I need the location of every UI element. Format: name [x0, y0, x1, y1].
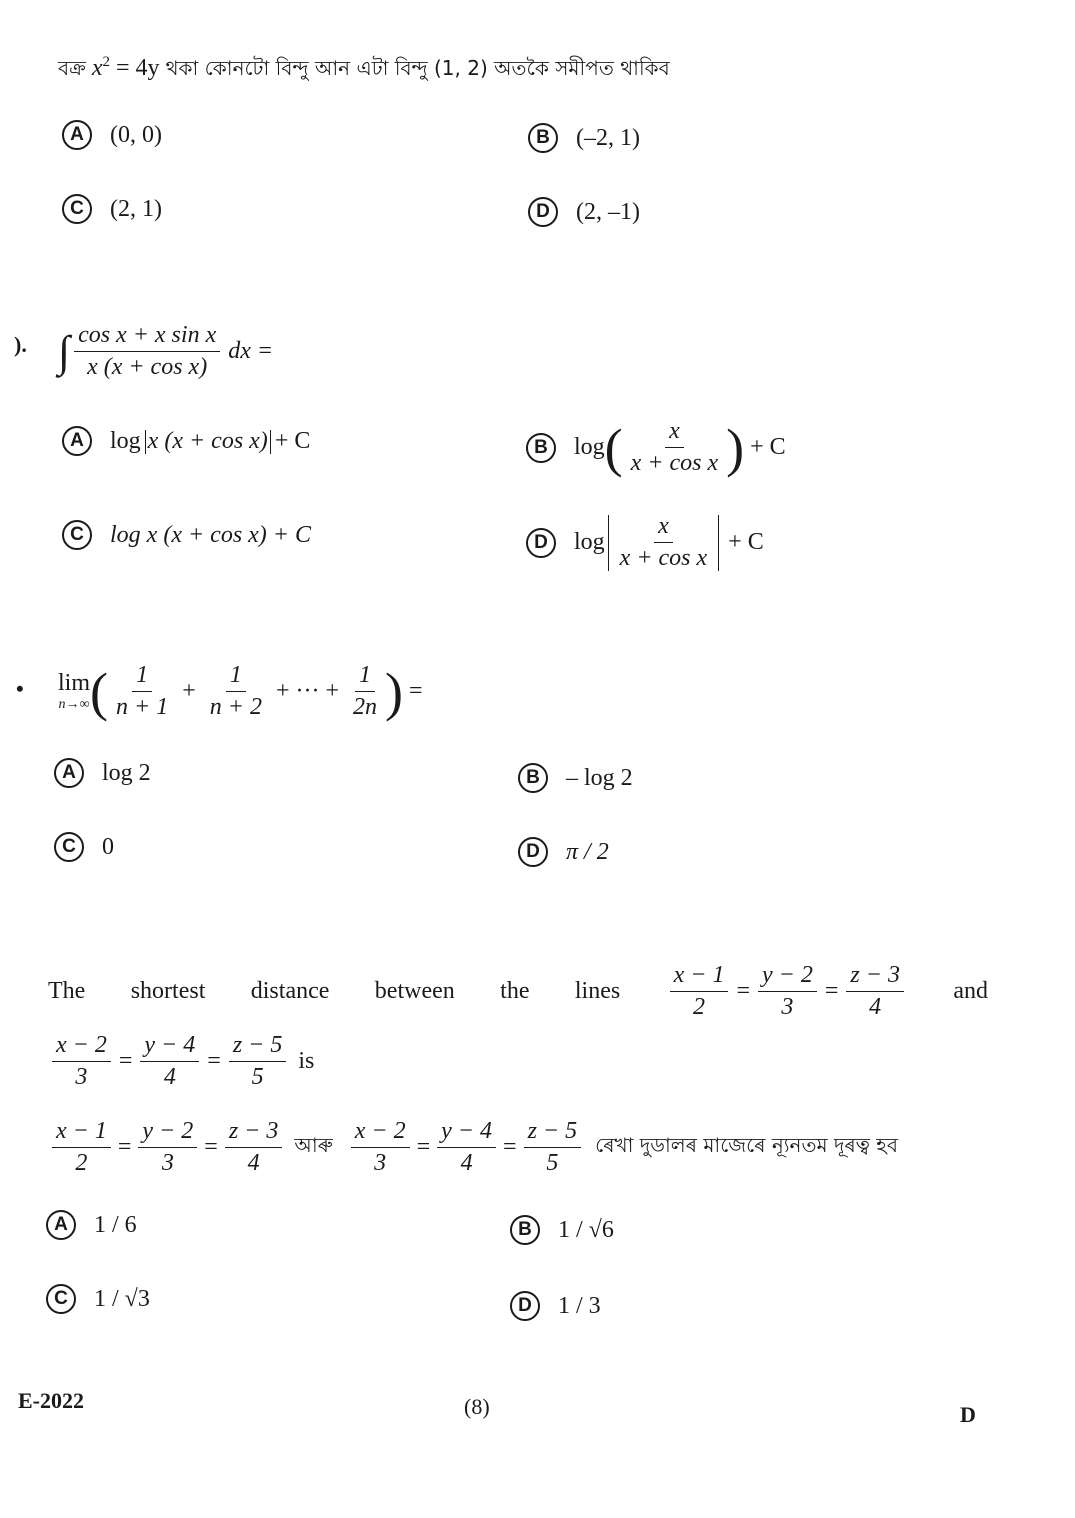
option-value: – log 2: [566, 764, 633, 791]
q4-option-d[interactable]: [510, 1291, 601, 1321]
option-letter-c: C: [62, 194, 92, 224]
q2-option-d[interactable]: [526, 513, 764, 572]
q1-option-d[interactable]: [528, 197, 640, 227]
term-1: $\frac{1}{n + 1}$: [116, 662, 169, 720]
q2-option-b[interactable]: [526, 418, 786, 477]
question-4-assamese-line: $\frac{x - 1}{2}$ = $\frac{y - 2}{3}$ = $\frac{z - 3}{4}$ আৰু $\frac{x - 2}{3}$ = $\frac{y - 4}{4}$ = $\frac{z - 5}{5}$ ৰেখা দুডালৰ মাজেৰে ন্যূনতম দূৰত্ব হব: [48, 1118, 898, 1177]
q3-option-c[interactable]: [54, 832, 114, 862]
option-value: log x (x + cos x) + C: [110, 427, 311, 454]
question-4-english-line-2: $\frac{x - 2}{3}$ = $\frac{y - 4}{4}$ = $\frac{z - 5}{5}$ is: [48, 1032, 314, 1091]
option-value: (–2, 1): [576, 124, 640, 151]
q3-option-a[interactable]: [54, 758, 151, 788]
option-letter-a: A: [46, 1210, 76, 1240]
q2-option-a[interactable]: [62, 426, 310, 456]
set-letter: D: [960, 1402, 976, 1427]
page-number: (8): [464, 1394, 490, 1419]
option-value: log 2: [102, 759, 151, 786]
question-2-number: ).: [14, 332, 27, 357]
question-2-stem: ∫ $\frac{\text{cos x + x sin x}}{\text{x (x + cos x)}}$ dx =: [58, 322, 274, 380]
option-letter-a: A: [62, 426, 92, 456]
question-3-stem: lim n→∞ ( $\frac{1}{n + 1}$ + $\frac{1}{n + 2}$ + ··· + $\frac{1}{2n}$ ) =: [58, 661, 423, 722]
q1-option-a[interactable]: [62, 120, 162, 150]
q4-option-b[interactable]: [510, 1215, 614, 1245]
option-letter-c: C: [62, 520, 92, 550]
option-letter-d: D: [510, 1291, 540, 1321]
limit-operator: lim n→∞: [58, 670, 91, 712]
q1-option-c[interactable]: [62, 194, 162, 224]
option-value: 1 / 6: [94, 1211, 137, 1238]
line-1-equation: $\frac{x - 1}{2}$ = $\frac{y - 2}{3}$ = $\frac{z - 3}{4}$: [666, 962, 908, 1021]
option-letter-a: A: [54, 758, 84, 788]
option-value: π / 2: [566, 838, 609, 865]
question-4-english-line-1: The shortest distance between the lines $\frac{x - 1}{2}$ = $\frac{y - 2}{3}$ = $\frac{z - 3}{4}$ and: [48, 962, 988, 1020]
option-letter-d: D: [528, 197, 558, 227]
option-letter-c: C: [46, 1284, 76, 1314]
option-letter-b: B: [526, 433, 556, 463]
option-value: (2, –1): [576, 198, 640, 225]
option-value: 1 / √3: [94, 1285, 150, 1312]
option-letter-d: D: [526, 528, 556, 558]
q4-option-c[interactable]: [46, 1284, 150, 1314]
term-2: $\frac{1}{n + 2}$: [209, 662, 262, 720]
option-letter-b: B: [528, 123, 558, 153]
option-value: (0, 0): [110, 121, 162, 148]
option-letter-b: B: [510, 1215, 540, 1245]
option-letter-d: D: [518, 837, 548, 867]
q4-option-a[interactable]: [46, 1210, 137, 1240]
q3-option-d[interactable]: [518, 837, 609, 867]
option-value: 1 / 3: [558, 1292, 601, 1319]
option-value: log ( $\frac{x}{\text{x + cos x}}$ ) + C: [574, 417, 786, 478]
option-value: (2, 1): [110, 195, 162, 222]
integral-sign: ∫: [58, 326, 71, 376]
integrand-fraction: $\frac{\text{cos x + x sin x}}{\text{x (x + cos x)}}$: [74, 322, 220, 381]
q2-option-c[interactable]: [62, 520, 311, 550]
q1-option-b[interactable]: [528, 123, 640, 153]
option-value: 1 / √6: [558, 1216, 614, 1243]
term-3: $\frac{1}{2n}$: [353, 662, 377, 720]
q3-option-b[interactable]: [518, 763, 633, 793]
option-value: log x (x + cos x) + C: [110, 521, 311, 548]
question-3-number: •: [16, 676, 24, 701]
option-value: 0: [102, 833, 114, 860]
option-letter-a: A: [62, 120, 92, 150]
question-1-stem: বক্ৰ $x^2 = 4y$ থকা কোনটো বিন্দু আন এটা বিন্দু (1, 2) অতকৈ সমীপত থাকিব: [58, 54, 670, 81]
option-letter-c: C: [54, 832, 84, 862]
option-letter-b: B: [518, 763, 548, 793]
exam-code: E-2022: [18, 1388, 84, 1413]
option-value: log $\frac{x}{\text{x + cos x}}$ + C: [574, 513, 764, 571]
